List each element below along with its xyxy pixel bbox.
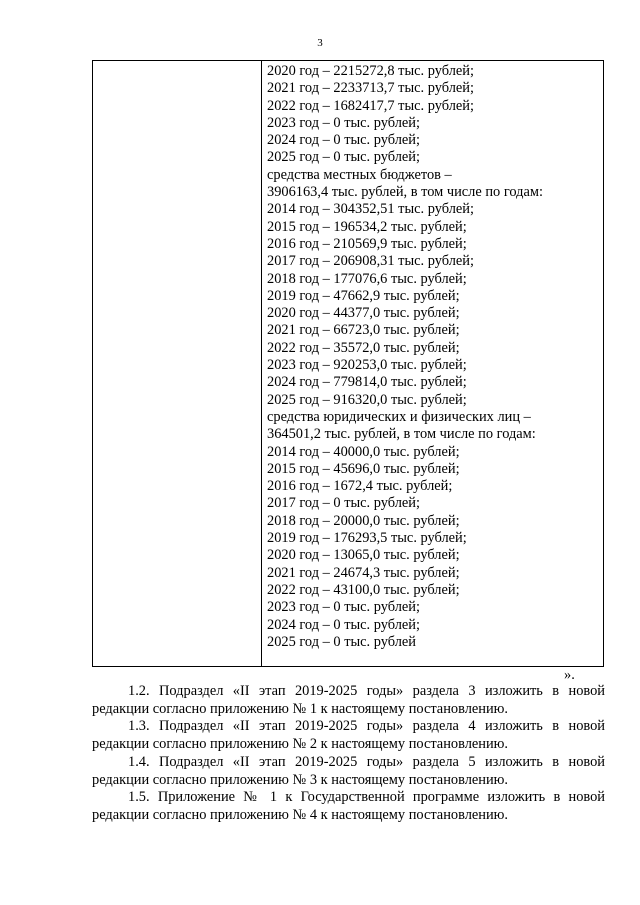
funding-line: 2025 год – 0 тыс. рублей; bbox=[267, 149, 420, 166]
funding-line: 2021 год – 2233713,7 тыс. рублей; bbox=[267, 80, 474, 97]
funding-line: 2023 год – 920253,0 тыс. рублей; bbox=[267, 357, 467, 374]
funding-line: 2016 год – 210569,9 тыс. рублей; bbox=[267, 235, 467, 252]
funding-cell bbox=[267, 63, 601, 651]
funding-line: 2025 год – 0 тыс. рублей bbox=[267, 633, 416, 650]
funding-line: 2018 год – 20000,0 тыс. рублей; bbox=[267, 512, 460, 529]
funding-line: 2025 год – 916320,0 тыс. рублей; bbox=[267, 391, 467, 408]
funding-line: средства местных бюджетов – bbox=[267, 166, 452, 183]
funding-line: 2022 год – 43100,0 тыс. рублей; bbox=[267, 581, 460, 598]
funding-line: 2019 год – 176293,5 тыс. рублей; bbox=[267, 530, 467, 547]
funding-line: 2016 год – 1672,4 тыс. рублей; bbox=[267, 478, 453, 495]
funding-line: 2021 год – 66723,0 тыс. рублей; bbox=[267, 322, 460, 339]
closing-quote: ». bbox=[564, 667, 575, 683]
amendment-paragraph: 1.3. Подраздел «II этап 2019-2025 годы» раздела 4 изложить в новой редакции согласно приложению № 2 к настоящему постановлению. bbox=[92, 718, 605, 753]
amendment-paragraph: 1.2. Подраздел «II этап 2019-2025 годы» раздела 3 изложить в новой редакции согласно приложению № 1 к настоящему постановлению. bbox=[92, 683, 605, 717]
funding-line: средства юридических и физических лиц – bbox=[267, 408, 531, 425]
funding-line: 2022 год – 1682417,7 тыс. рублей; bbox=[267, 97, 474, 114]
funding-line: 2015 год – 196534,2 тыс. рублей; bbox=[267, 218, 467, 235]
funding-line: 2024 год – 779814,0 тыс. рублей; bbox=[267, 374, 467, 391]
funding-line: 2021 год – 24674,3 тыс. рублей; bbox=[267, 564, 460, 581]
funding-line: 2024 год – 0 тыс. рублей; bbox=[267, 616, 420, 633]
funding-line: 2022 год – 35572,0 тыс. рублей; bbox=[267, 339, 460, 356]
funding-line: 2018 год – 177076,6 тыс. рублей; bbox=[267, 270, 467, 287]
funding-line: 364501,2 тыс. рублей, в том числе по годам: bbox=[267, 426, 536, 443]
page-number: 3 bbox=[317, 37, 323, 49]
funding-line: 2014 год – 40000,0 тыс. рублей; bbox=[267, 443, 460, 460]
amendment-paragraph: 1.4. Подраздел «II этап 2019-2025 годы» раздела 5 изложить в новой редакции согласно приложению № 3 к настоящему постановлению. bbox=[92, 753, 605, 788]
funding-line: 2014 год – 304352,51 тыс. рублей; bbox=[267, 201, 474, 218]
amendment-paragraphs bbox=[92, 683, 605, 825]
funding-line: 2019 год – 47662,9 тыс. рублей; bbox=[267, 287, 460, 304]
amendment-paragraph: 1.5. Приложение № 1 к Государственной программе изложить в новой редакции согласно приложению № 4 к настоящему постановлению. bbox=[92, 789, 605, 823]
funding-line: 2024 год – 0 тыс. рублей; bbox=[267, 132, 420, 149]
funding-line: 2020 год – 13065,0 тыс. рублей; bbox=[267, 547, 460, 564]
funding-line: 2023 год – 0 тыс. рублей; bbox=[267, 599, 420, 616]
funding-line: 3906163,4 тыс. рублей, в том числе по годам: bbox=[267, 184, 543, 201]
funding-table bbox=[92, 60, 604, 667]
funding-line: 2023 год – 0 тыс. рублей; bbox=[267, 114, 420, 131]
funding-line: 2020 год – 44377,0 тыс. рублей; bbox=[267, 305, 460, 322]
funding-line: 2017 год – 0 тыс. рублей; bbox=[267, 495, 420, 512]
table-column-divider bbox=[261, 61, 262, 666]
funding-line: 2017 год – 206908,31 тыс. рублей; bbox=[267, 253, 474, 270]
funding-line: 2015 год – 45696,0 тыс. рублей; bbox=[267, 460, 460, 477]
funding-line: 2020 год – 2215272,8 тыс. рублей; bbox=[267, 63, 474, 79]
